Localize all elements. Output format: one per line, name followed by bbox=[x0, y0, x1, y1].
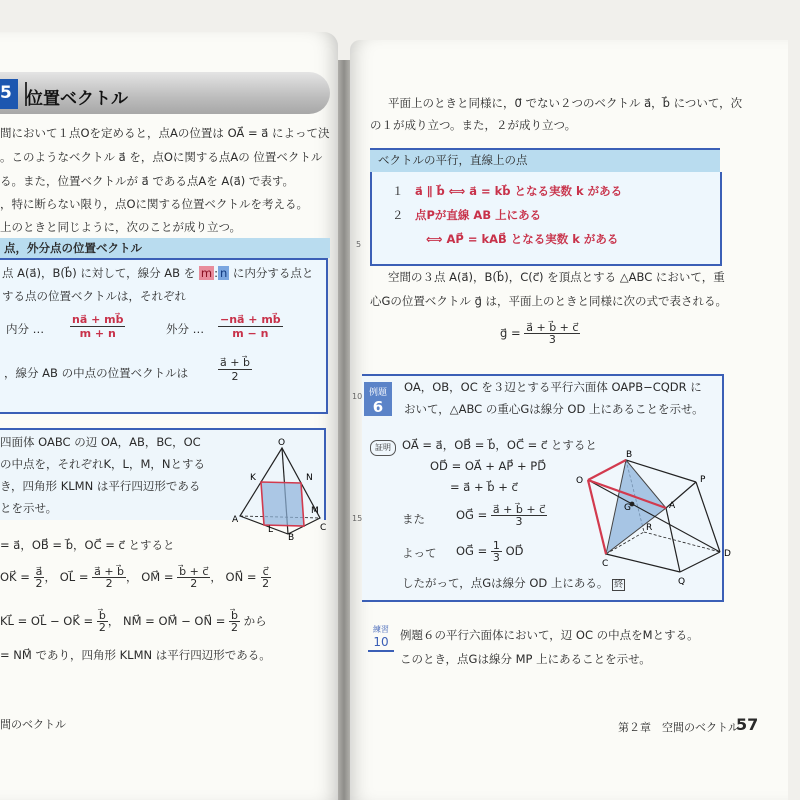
vertex-label: D bbox=[724, 549, 731, 559]
problem-line: とを示せ。 bbox=[0, 501, 58, 515]
proof-line: OD⃗ = OA⃗ + AP⃗ + PD⃗ bbox=[430, 459, 547, 473]
tetrahedron-figure bbox=[232, 436, 328, 540]
vertex-label: K bbox=[250, 473, 256, 483]
problem-line: 四面体 OABC の辺 OA，AB，BC，OC bbox=[0, 435, 201, 449]
solution-line: = a⃗，OB⃗ = b⃗，OC⃗ = c⃗ とすると bbox=[0, 538, 175, 552]
intro-line: 上のときと同じように，次のことが成り立つ。 bbox=[0, 220, 242, 234]
intro-line: 間において１点Oを定めると，点Aの位置は OA⃗ = a⃗ によって決 bbox=[0, 126, 330, 140]
practice-line: このとき，点Gは線分 MP 上にあることを示せ。 bbox=[400, 652, 651, 666]
solution-conclusion: = NM⃗ であり，四角形 KLMN は平行四辺形である。 bbox=[0, 648, 271, 662]
vertex-label: N bbox=[306, 473, 313, 483]
proof-label: よって bbox=[402, 546, 437, 560]
intro-line: 。このようなベクトル a⃗ を，点Oに関する点Aの 位置ベクトル bbox=[0, 150, 323, 164]
right-intro-line: 平面上のときと同様に，0⃗ でない２つのベクトル a⃗，b⃗ について，次 bbox=[388, 96, 743, 110]
vertex-label: R bbox=[646, 523, 653, 533]
proof-label: また bbox=[402, 512, 425, 526]
problem-line: の中点を，それぞれK，L，M，Nとする bbox=[0, 457, 205, 471]
vertex-label: M bbox=[311, 506, 319, 516]
vertex-label: B bbox=[288, 533, 295, 540]
formula-line: 点 A(a⃗)，B(b⃗) に対して，線分 AB を m : n に内分する点と bbox=[2, 266, 314, 280]
parallelepiped-figure bbox=[574, 446, 766, 586]
proof-og2-formula: OG⃗ = $\frac{1}{3}$ OD⃗ bbox=[456, 539, 524, 564]
proof-line: OA⃗ = a⃗，OB⃗ = b⃗，OC⃗ = c⃗ とすると bbox=[402, 438, 597, 452]
formula-box-title: 点，外分点の位置ベクトル bbox=[4, 241, 142, 255]
example-text: OA，OB，OC を３辺とする平行六面体 OAPB−CQDR に bbox=[404, 380, 702, 394]
proof-badge: 証明 bbox=[370, 440, 396, 456]
vertex-label: B bbox=[626, 450, 633, 460]
margin-line-number: 5 bbox=[356, 240, 362, 249]
practice-line: 例題６の平行六面体において，辺 OC の中点をMとする。 bbox=[400, 628, 699, 642]
vertex-label: G bbox=[624, 503, 631, 513]
section-number: 5 bbox=[0, 83, 12, 103]
proof-conclusion: したがって，点Gは線分 OD 上にある。 終 bbox=[402, 576, 624, 590]
centroid-formula: g⃗ = $\frac{a⃗ + b⃗ + c⃗}{3}$ bbox=[500, 321, 579, 346]
vertex-label: C bbox=[602, 559, 609, 569]
internal-label: 内分 … bbox=[6, 322, 45, 336]
section-number-badge bbox=[0, 79, 18, 109]
vertex-label: O bbox=[278, 438, 286, 448]
parallel-item-2b: ⟺ AP⃗ = kAB⃗ となる実数 k がある bbox=[426, 232, 619, 246]
margin-line-number: 15 bbox=[352, 514, 363, 523]
vertex-label: L bbox=[268, 525, 274, 535]
solution-fractions: OK⃗ = $\frac{a⃗}{2}$ ， OL⃗ = $\frac{a⃗ + b⃗}{2}$ ， OM⃗ = $\frac{b⃗ + c⃗}{2}$ ， ON⃗ = $\frac{c⃗}{2}$ bbox=[0, 565, 270, 590]
vertex-label: A bbox=[232, 515, 239, 525]
left-footer: 間のベクトル bbox=[0, 718, 66, 731]
proof-og-formula: OG⃗ = $\frac{a⃗ + b⃗ + c⃗}{3}$ bbox=[456, 503, 546, 528]
intro-line: ，特に断らない限り，点Oに関する位置ベクトルを考える。 bbox=[0, 197, 309, 211]
practice-badge: 練習 10 bbox=[368, 624, 394, 652]
external-division-formula: $\frac{-na⃗ + mb⃗}{m - n}$ bbox=[220, 313, 281, 340]
vertex-label: O bbox=[576, 476, 584, 486]
section-title: 位置ベクトル bbox=[26, 89, 128, 109]
example-text: おいて，△ABC の重心Gは線分 OD 上にあることを示せ。 bbox=[404, 402, 704, 416]
internal-division-formula: $\frac{na⃗ + mb⃗}{m + n}$ bbox=[72, 313, 124, 340]
page-number: 57 bbox=[736, 715, 759, 734]
example-badge: 例題 6 bbox=[364, 382, 392, 416]
margin-line-number: 10 bbox=[352, 392, 363, 401]
vertex-label: Q bbox=[678, 577, 686, 586]
parallel-box-title: ベクトルの平行，直線上の点 bbox=[378, 153, 528, 167]
centroid-line: 心Gの位置ベクトル g⃗ は，平面上のときと同様に次の式で表される。 bbox=[370, 294, 728, 308]
parallel-item-1: １ a⃗ ∥ b⃗ ⟺ a⃗ = kb⃗ となる実数 k がある bbox=[392, 184, 623, 198]
formula-line: する点の位置ベクトルは，それぞれ bbox=[2, 289, 186, 303]
left-page bbox=[0, 32, 338, 800]
chapter-footer: 第２章 空間のベクトル bbox=[618, 721, 739, 734]
centroid-line: 空間の３点 A(a⃗)，B(b⃗)，C(c⃗) を頂点とする △ABC において，重 bbox=[388, 270, 725, 284]
solution-difference: KL⃗ = OL⃗ − OK⃗ = $\frac{b⃗}{2}$ ， NM⃗ = OM⃗ − ON⃗ = $\frac{b⃗}{2}$ から bbox=[0, 609, 267, 634]
right-intro-line: の１が成り立つ。また，２が成り立つ。 bbox=[370, 118, 577, 132]
parallel-item-2: ２ 点Pが直線 AB 上にある bbox=[392, 208, 542, 222]
external-label: 外分 … bbox=[166, 322, 205, 336]
intro-line: る。また，位置ベクトルが a⃗ である点Aを A(a⃗) で表す。 bbox=[0, 174, 295, 188]
vertex-label: C bbox=[320, 523, 327, 533]
midpoint-text: ，線分 AB の中点の位置ベクトルは bbox=[4, 366, 189, 380]
problem-line: き，四角形 KLMN は平行四辺形である bbox=[0, 479, 201, 493]
midpoint-formula: $\frac{a⃗ + b⃗}{2}$ bbox=[220, 356, 250, 383]
vertex-label: A bbox=[669, 501, 676, 511]
proof-line: = a⃗ + b⃗ + c⃗ bbox=[450, 480, 518, 494]
vertex-label: P bbox=[700, 475, 706, 485]
